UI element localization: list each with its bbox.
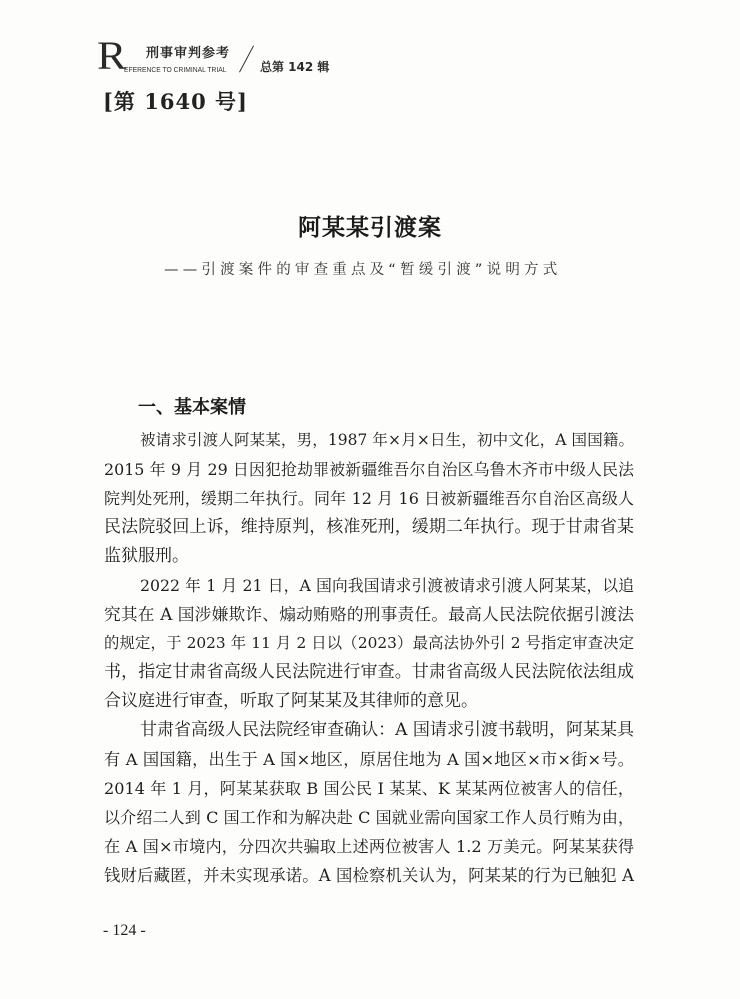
text-line: 有 A 国国籍，出生于 A 国×地区，原居住地为 A 国×地区×市×街×号。 [104, 750, 634, 769]
text-line: 的规定，于 2023 年 11 月 2 日以（2023）最高法协外引 2 号指定审查决定 [104, 634, 634, 652]
case-number: [第 1640 号] [103, 89, 248, 114]
section-heading: 一、基本案情 [138, 397, 246, 418]
journal-logo-letter: R [97, 33, 127, 78]
case-title-text: 阿某某引渡案 [298, 214, 442, 241]
text-line: 在 A 国×市境内，分四次共骗取上述两位被害人 1.2 万美元。阿某某获得 [104, 837, 634, 856]
journal-name-cn: 刑事审判参考 [146, 46, 231, 61]
journal-name-en: EFERENCE TO CRIMINAL TRIAL [124, 65, 227, 74]
text-line: 2022 年 1 月 21 日，A 国向我国请求引渡被请求引渡人阿某某，以追 [140, 576, 634, 595]
text-line: 被请求引渡人阿某某，男，1987 年×月×日生，初中文化，A 国国籍。 [140, 431, 634, 449]
text-line: 院判处死刑，缓期二年执行。同年 12 月 16 日被新疆维吾尔自治区高级人 [104, 489, 634, 508]
text-line: 2015 年 9 月 29 日因犯抢劫罪被新疆维吾尔自治区乌鲁木齐市中级人民法 [104, 460, 634, 479]
body-text [104, 426, 634, 890]
text-line: 甘肃省高级人民法院经审查确认：A 国请求引渡书载明，阿某某具 [140, 720, 634, 740]
text-line: 书，指定甘肃省高级人民法院进行审查。甘肃省高级人民法院依法组成 [104, 662, 634, 682]
text-line: 监狱服刑。 [104, 546, 189, 566]
case-subtitle: ——引渡案件的审查重点及“暂缓引渡”说明方式 [164, 262, 562, 278]
text-line: 民法院驳回上诉，维持原判，核准死刑，缓期二年执行。现于甘肃省某 [104, 517, 634, 537]
text-line: 究其在 A 国涉嫌欺诈、煽动贿赂的刑事责任。最高人民法院依据引渡法 [104, 604, 634, 624]
header-divider [239, 46, 254, 73]
text-line: 合议庭进行审查，听取了阿某某及其律师的意见。 [104, 691, 478, 711]
text-line: 2014 年 1 月，阿某某获取 B 国公民 I 某某、K 某某两位被害人的信任， [104, 779, 634, 798]
text-line: 以介绍二人到 C 国工作和为解决赴 C 国就业需向国家工作人员行贿为由， [104, 808, 634, 827]
text-line: 钱财后藏匿，并未实现承诺。A 国检察机关认为，阿某某的行为已触犯 A [104, 866, 634, 885]
page-number: - 124 - [103, 922, 146, 939]
volume-number: 总第 142 辑 [260, 60, 330, 74]
case-title [0, 209, 740, 242]
